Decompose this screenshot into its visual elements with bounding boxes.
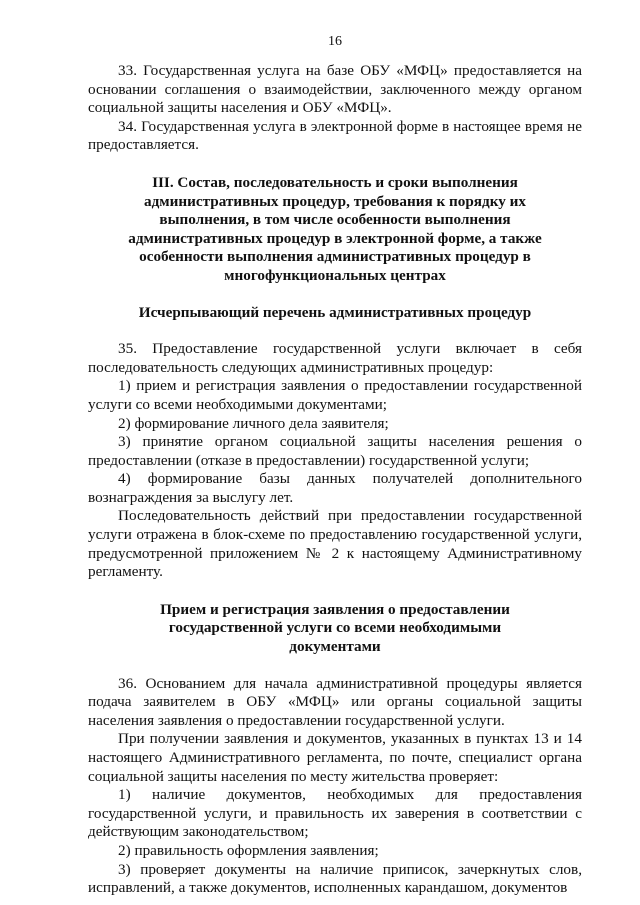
page-number: 16 <box>328 34 342 49</box>
list-item-2: 2) формирование личного дела заявителя; <box>118 414 389 432</box>
paragraph-35: 35. Предоставление государственной услуги включает в себя последовательность следующих административных процедур: <box>88 340 582 376</box>
check-item-1: 1) наличие документов, необходимых для предоставления государственной услуги, и правильность их заверения в соответствии с действующим законодательством; <box>88 786 582 841</box>
check-item-3: 3) проверяет документы на наличие приписок, зачеркнутых слов, исправлений, а также документов, исполненных карандашом, документов <box>88 860 582 897</box>
check-item-2: 2) правильность оформления заявления; <box>118 841 379 859</box>
list-item-4: 4) формирование базы данных получателей дополнительного вознаграждения за выслугу лет. <box>88 470 582 506</box>
subheading-reception: Прием и регистрация заявления о предоставлении государственной услуги со всеми необходимыми документами <box>160 600 510 656</box>
list-item-1: 1) прием и регистрация заявления о предоставлении государственной услуги со всеми необходимыми документами; <box>88 377 582 413</box>
paragraph-34: 34. Государственная услуга в электронной форме в настоящее время не предоставляется. <box>88 117 582 154</box>
subheading-procedures-list: Исчерпывающий перечень административных процедур <box>138 303 532 321</box>
procedures-list <box>88 340 582 582</box>
paragraph-sequence: Последовательность действий при предоставлении государственной услуги отражена в блок-схеме по предоставлению государственной услуги, предусмотренной приложением № 2 к настоящему Административному регламенту. <box>88 507 582 581</box>
top-paragraphs <box>88 62 582 155</box>
bottom-paragraphs <box>88 675 582 898</box>
paragraph-36: 36. Основанием для начала административной процедуры является подача заявителем в ОБУ «МФЦ» или органы социальной защиты населения заявления о предоставлении государственной услуги. <box>88 674 582 729</box>
paragraph-receipt: При получении заявления и документов, указанных в пунктах 13 и 14 настоящего Административного регламента, по почте, специалист органа социальной защиты населения по месту жительства проверяет: <box>88 730 582 785</box>
paragraph-33: 33. Государственная услуга на базе ОБУ «МФЦ» предоставляется на основании соглашения о взаимодействии, заключенного между органом социальной защиты населения и ОБУ «МФЦ». <box>88 62 582 117</box>
list-item-3: 3) принятие органом социальной защиты населения решения о предоставлении (отказе в предоставлении) государственной услуги; <box>88 433 582 469</box>
section-heading: III. Состав, последовательность и сроки выполнения административных процедур, требования к порядку их выполнения, в том числе особенности выполнения административных процедур в электронной форме, а также особенности выполнения административных процедур в многофункциональных центрах <box>128 173 542 284</box>
